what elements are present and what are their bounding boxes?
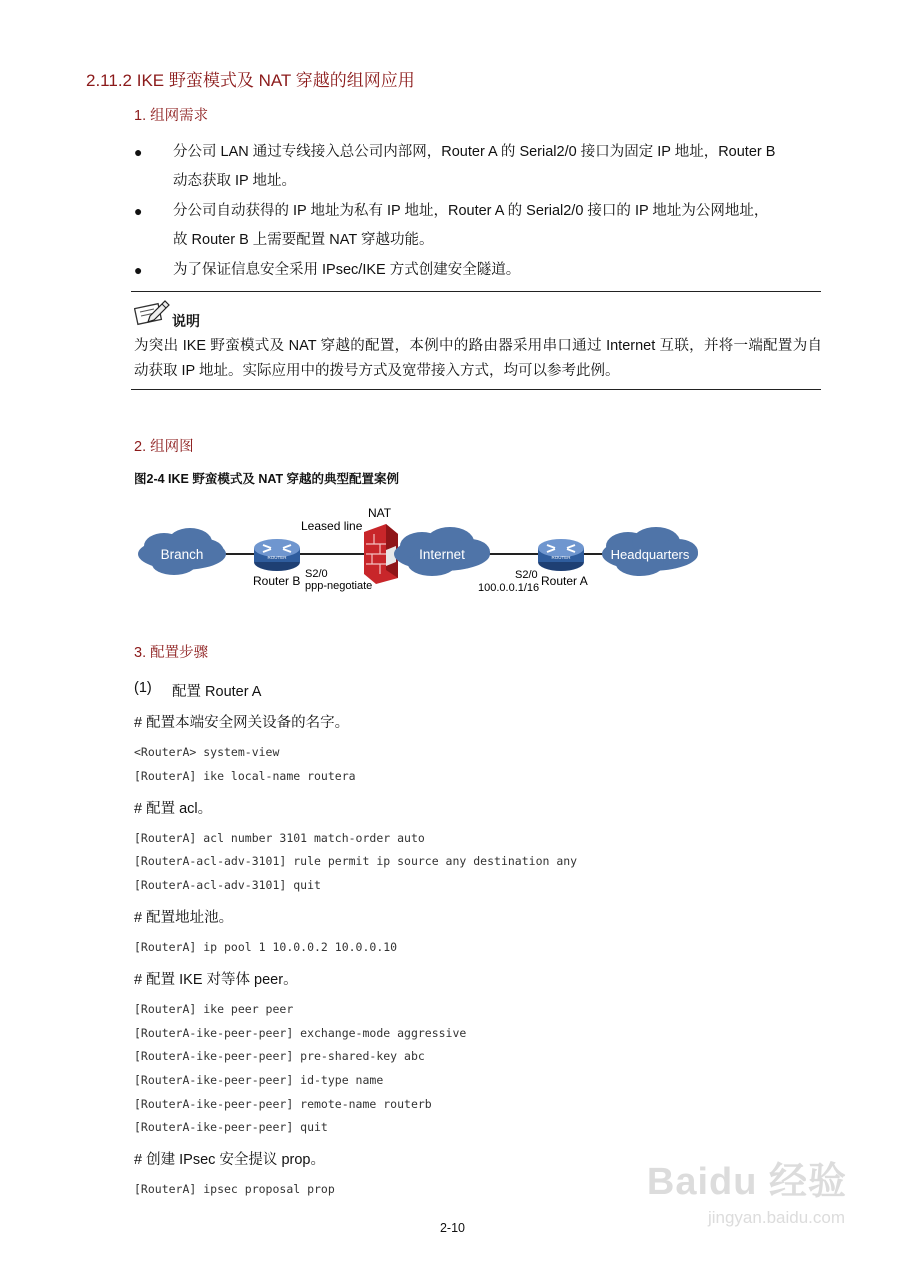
code-line: [RouterA] ipsec proposal prop — [134, 1182, 335, 1196]
figure-caption: 图2-4 IKE 野蛮模式及 NAT 穿越的典型配置案例 — [134, 472, 400, 486]
router-a-interface: S2/0 — [515, 569, 538, 581]
code-line: [RouterA-acl-adv-3101] quit — [134, 878, 321, 892]
bullet-icon: ● — [134, 262, 143, 278]
bullet-line: 分公司自动获得的 IP 地址为私有 IP 地址，Router A 的 Serial2/0 接口的 IP 地址为公网地址， — [173, 203, 769, 219]
code-line: [RouterA-ike-peer-peer] exchange-mode aggressive — [134, 1026, 467, 1040]
bullet-icon: ● — [134, 203, 143, 219]
bullet-line: 动态获取 IP 地址。 — [173, 173, 296, 189]
router-b-mode: ppp-negotiate — [305, 580, 373, 592]
note-pencil-icon — [134, 298, 170, 326]
requirements-heading: 1. 组网需求 — [134, 108, 209, 124]
headquarters-label: Headquarters — [610, 547, 690, 562]
comment-line: # 配置本端安全网关设备的名字。 — [134, 715, 350, 731]
internet-label: Internet — [419, 547, 465, 562]
page-number: 2-10 — [439, 1221, 466, 1235]
code-line: [RouterA-acl-adv-3101] rule permit ip source any destination any — [134, 854, 578, 868]
steps-heading: 3. 配置步骤 — [134, 645, 209, 661]
branch-label: Branch — [160, 547, 204, 562]
note-bottom-rule — [131, 389, 821, 390]
code-line: [RouterA] ike peer peer — [134, 1002, 294, 1016]
router-badge: ROUTER — [267, 555, 287, 560]
router-b-interface: S2/0 — [305, 568, 328, 580]
note-title: 说明 — [172, 313, 200, 329]
section-title: 2.11.2 IKE 野蛮模式及 NAT 穿越的组网应用 — [86, 71, 415, 90]
code-line: [RouterA] ip pool 1 10.0.0.2 10.0.0.10 — [134, 940, 398, 954]
bullet-line: 分公司 LAN 通过专线接入总公司内部网，Router A 的 Serial2/0 接口为固定 IP 地址，Router B — [173, 144, 776, 160]
nat-firewall-icon — [364, 524, 398, 584]
code-line: <RouterA> system-view — [134, 745, 280, 759]
comment-line: # 配置 acl。 — [134, 801, 213, 817]
step-title: 配置 Router A — [172, 684, 262, 700]
bullet-icon: ● — [134, 144, 143, 160]
comment-line: # 配置地址池。 — [134, 910, 234, 926]
bullet-line: 为了保证信息安全采用 IPsec/IKE 方式创建安全隧道。 — [173, 262, 521, 278]
router-a-ip: 100.0.0.1/16 — [478, 582, 540, 594]
bullet-line: 故 Router B 上需要配置 NAT 穿越功能。 — [173, 232, 434, 248]
step-number: (1) — [134, 680, 152, 696]
router-b-icon — [254, 539, 300, 571]
comment-line: # 配置 IKE 对等体 peer。 — [134, 972, 298, 988]
code-line: [RouterA-ike-peer-peer] remote-name routerb — [134, 1097, 432, 1111]
watermark-logo: Baidu 经验 — [646, 1161, 847, 1203]
list-item — [134, 138, 824, 196]
code-line: [RouterA] ike local-name routera — [134, 769, 356, 783]
watermark-url: jingyan.baidu.com — [707, 1208, 845, 1227]
list-item — [134, 197, 824, 255]
router-b-label: Router B — [253, 574, 301, 588]
code-line: [RouterA] acl number 3101 match-order auto — [134, 831, 425, 845]
code-line: [RouterA-ike-peer-peer] quit — [134, 1120, 328, 1134]
router-badge: ROUTER — [551, 555, 571, 560]
diagram-heading: 2. 组网图 — [134, 439, 194, 455]
note-top-rule — [131, 291, 821, 292]
network-diagram — [130, 500, 710, 600]
leased-line-label: Leased line — [301, 519, 363, 533]
note-body: 为突出 IKE 野蛮模式及 NAT 穿越的配置，本例中的路由器采用串口通过 Internet 互联，并将一端配置为自动获取 IP 地址。实际应用中的拨号方式及宽带接入方式，均可以参考此例。 — [134, 338, 822, 379]
comment-line: # 创建 IPsec 安全提议 prop。 — [134, 1152, 325, 1168]
code-line: [RouterA-ike-peer-peer] id-type name — [134, 1073, 384, 1087]
list-item — [134, 256, 824, 285]
code-line: [RouterA-ike-peer-peer] pre-shared-key abc — [134, 1049, 425, 1063]
router-a-label: Router A — [541, 574, 588, 588]
nat-label: NAT — [368, 506, 392, 520]
router-a-icon — [538, 539, 584, 571]
